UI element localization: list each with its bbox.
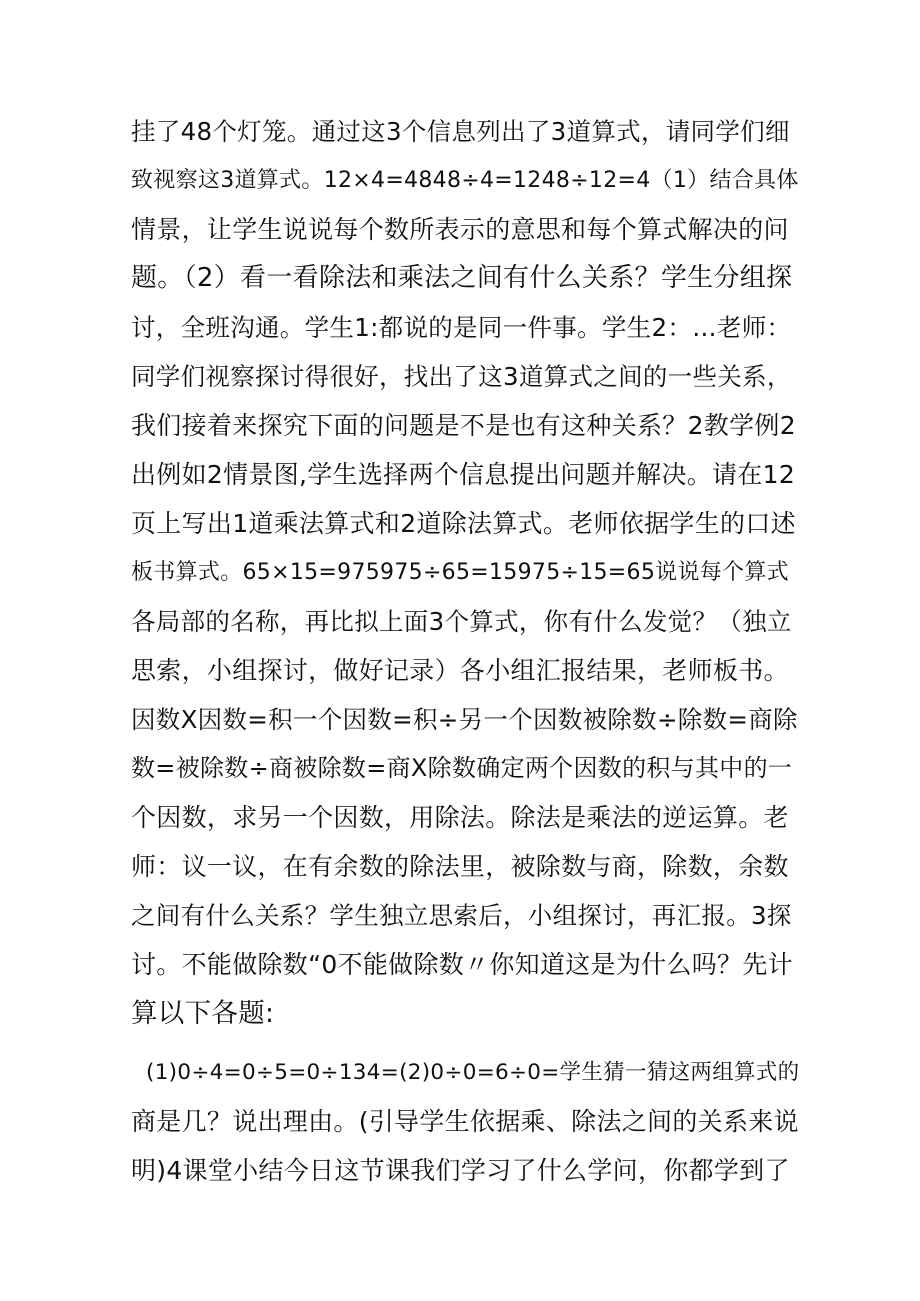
text-line: 情景，让学生说说每个数所表示的意思和每个算式解决的问	[131, 215, 789, 244]
text-line: 个因数，求另一个因数，用除法。除法是乘法的逆运算。老	[131, 803, 789, 832]
text-line: 师：议一议，在有余数的除法里，被除数与商，除数，余数	[131, 852, 789, 881]
text-line: 明)4课堂小结今日这节课我们学习了什么学问，你都学到了	[131, 1156, 790, 1185]
text-line: 我们接着来探究下面的问题是不是也有这种关系？2教学例2	[131, 411, 796, 440]
text-line: 讨。不能做除数“0不能做除数〃你知道这是为什么吗？先计	[131, 950, 793, 979]
text-line: 商是几？说出理由。(引导学生依据乘、除法之间的关系来说	[131, 1107, 799, 1136]
text-line: 挂了48个灯笼。通过这3个信息列出了3道算式，请同学们细	[131, 117, 790, 146]
text-line: 数=被除数÷商被除数=商X除数确定两个因数的积与其中的一	[131, 754, 793, 782]
text-line: 致视察这3道算式。12×4=4848÷4=1248÷12=4（1）结合具体	[131, 168, 799, 193]
text-line: 思索，小组探讨，做好记录）各小组汇报结果，老师板书。	[131, 656, 789, 685]
text-line: (1)0÷4=0÷5=0÷134=(2)0÷0=6÷0=学生猜一猜这两组算式的	[146, 1060, 800, 1085]
body-text	[131, 107, 801, 1195]
text-line: 同学们视察探讨得很好，找出了这3道算式之间的一些关系，	[131, 362, 792, 391]
text-line: 题。（2）看一看除法和乘法之间有什么关系？学生分组探	[131, 263, 793, 293]
text-line: 讨，全班沟通。学生1:都说的是同一件事。学生2：…老师：	[131, 313, 792, 342]
text-line: 页上写出1道乘法算式和2道除法算式。老师依据学生的口述	[131, 509, 796, 538]
text-line: 因数X因数=积一个因数=积÷另一个因数被除数÷除数=商除	[131, 705, 798, 734]
text-line: 出例如2情景图,学生选择两个信息提出问题并解决。请在12	[131, 460, 796, 489]
text-line: 算以下各题:	[131, 998, 275, 1029]
text-line: 之间有什么关系？学生独立思索后，小组探讨，再汇报。3探	[131, 901, 792, 930]
text-line: 各局部的名称，再比拟上面3个算式，你有什么发觉？（独立	[131, 607, 792, 636]
text-line: 板书算式。65×15=975975÷65=15975÷15=65说说每个算式	[131, 560, 789, 585]
